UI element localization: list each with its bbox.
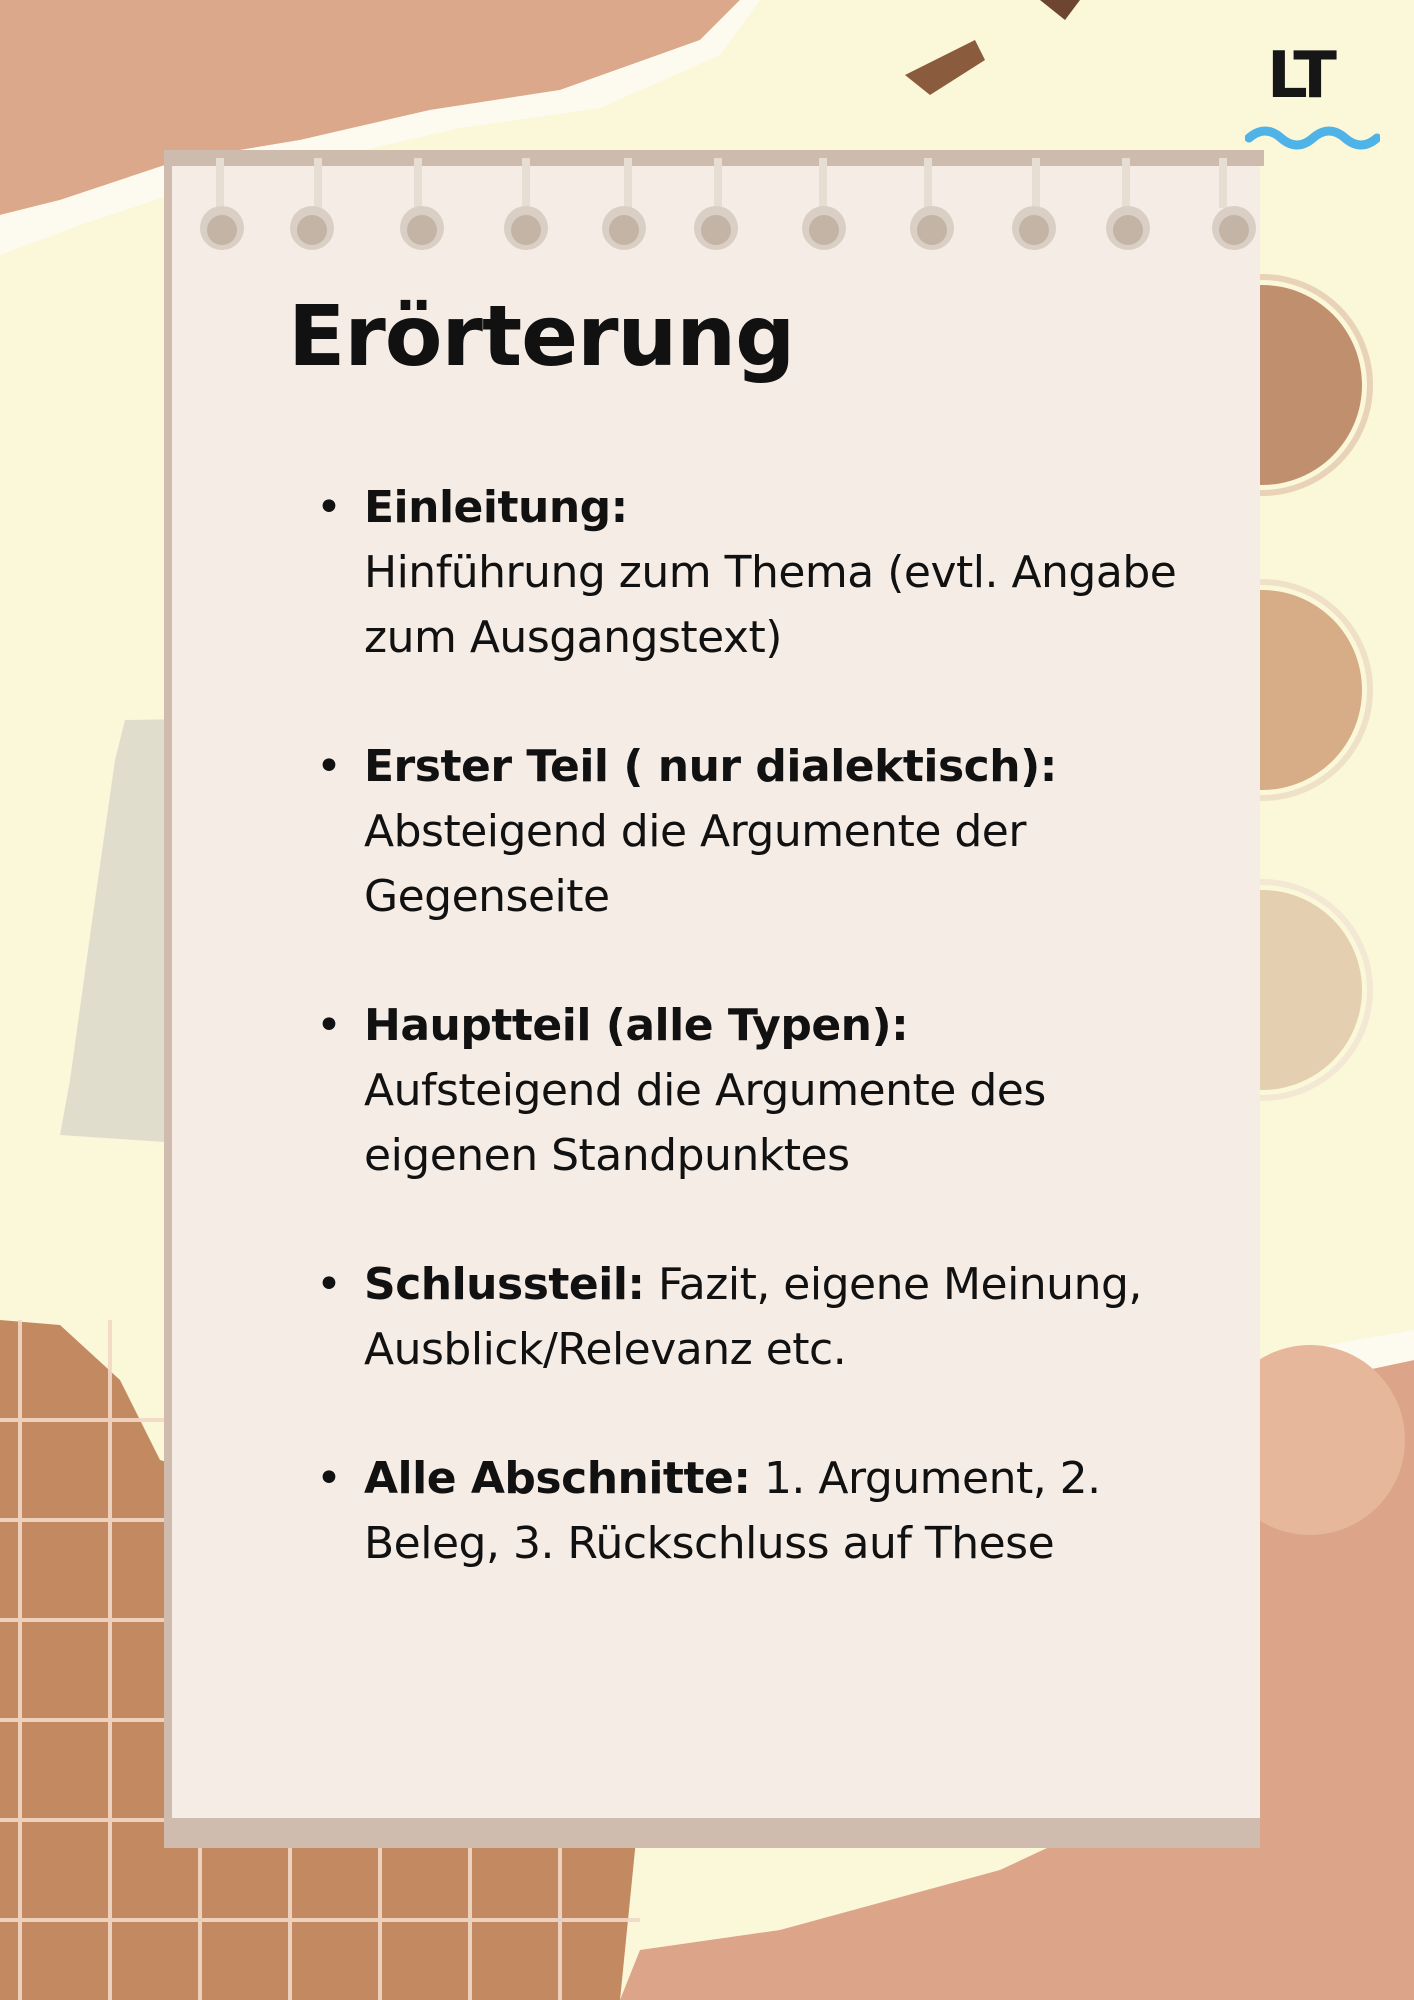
ring-hole-icon	[694, 158, 738, 250]
item-text	[364, 475, 1196, 670]
ring-hole-icon	[602, 158, 646, 250]
list-item	[316, 1252, 1196, 1382]
item-description: Hinführung zum Thema (evtl. Angabe zum Ausgangstext)	[364, 547, 1177, 663]
section-list	[316, 475, 1196, 1640]
list-item	[316, 734, 1196, 929]
list-item	[316, 1446, 1196, 1576]
list-item	[316, 475, 1196, 670]
item-description: Absteigend die Argumente der Gegenseite	[364, 806, 1026, 922]
item-label: Erster Teil ( nur dialektisch):	[364, 741, 1057, 792]
ring-hole-icon	[1012, 158, 1056, 250]
item-label: Einleitung:	[364, 482, 628, 533]
notepad-rings	[164, 150, 1264, 270]
lt-logo	[1245, 39, 1380, 162]
list-item	[316, 993, 1196, 1188]
item-description: Fazit, eigene Meinung, Ausblick/Relevanz etc.	[364, 1259, 1142, 1375]
item-label: Alle Abschnitte:	[364, 1453, 751, 1504]
item-text	[364, 734, 1196, 929]
bullet-icon: •	[316, 1453, 342, 1504]
item-description: Aufsteigend die Argumente des eigenen Standpunktes	[364, 1065, 1046, 1181]
ring-hole-icon	[504, 158, 548, 250]
item-label: Schlussteil:	[364, 1259, 645, 1310]
wave-icon	[1245, 116, 1380, 156]
item-text	[364, 1446, 1196, 1576]
ring-hole-icon	[1212, 158, 1256, 250]
item-label: Hauptteil (alle Typen):	[364, 1000, 909, 1051]
dark-paper-chip	[905, 40, 985, 95]
bullet-icon: •	[316, 741, 342, 792]
logo-text: LT	[1267, 39, 1333, 113]
item-description: 1. Argument, 2. Beleg, 3. Rückschluss auf These	[364, 1453, 1101, 1569]
ring-hole-icon	[802, 158, 846, 250]
item-text	[364, 1252, 1196, 1382]
item-text	[364, 993, 1196, 1188]
bullet-icon: •	[316, 482, 342, 533]
ring-hole-icon	[1106, 158, 1150, 250]
ring-hole-icon	[200, 158, 244, 250]
ring-hole-icon	[910, 158, 954, 250]
ring-hole-icon	[290, 158, 334, 250]
bullet-icon: •	[316, 1000, 342, 1051]
bullet-icon: •	[316, 1259, 342, 1310]
ring-hole-icon	[400, 158, 444, 250]
page-title: Erörterung	[288, 287, 795, 385]
